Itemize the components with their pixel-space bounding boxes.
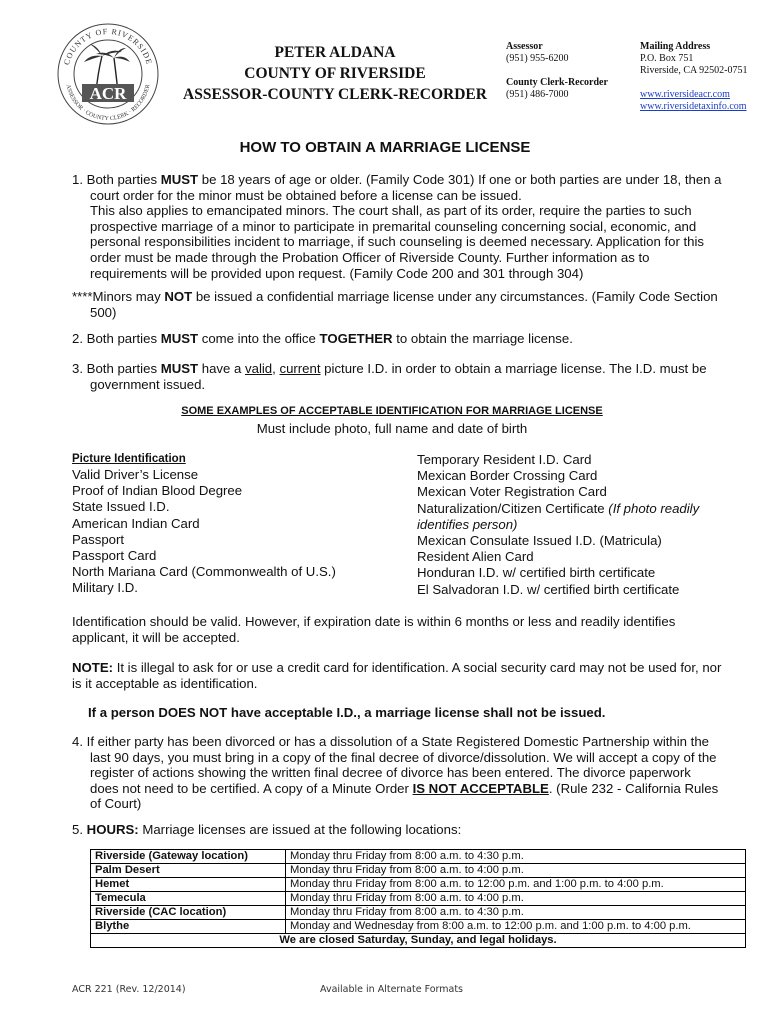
location-hours: Monday thru Friday from 8:00 a.m. to 4:00 p.m. [286,864,746,878]
item-1-emancipated: This also applies to emancipated minors. The court shall, as part of its order, require the parties to such prospective marriage of a minor to participate in premarital counseling concerning social, economic, and personal responsibilities incident to marriage, if such counseling is deemed necessary. Application for this order must be made through the Probation Officer of Riverside County. Further information as to requirements will be provided upon request. (Family Code 200 and 301 through 304) [90,203,705,281]
credit-card-note: NOTE: It is illegal to ask for or use a credit card for identification. A social security card may not be used for, nor is it acceptable as identification. [72,660,722,691]
county-name: COUNTY OF RIVERSIDE [244,65,426,82]
no-id-warning: If a person DOES NOT have acceptable I.D., a marriage license shall not be issued. [88,705,606,720]
page-title: HOW TO OBTAIN A MARRIAGE LICENSE [239,139,531,156]
table-row [91,934,746,948]
location-name: Hemet [91,878,286,892]
list-item: El Salvadoran I.D. w/ certified birth certificate [417,581,680,597]
location-name: Blythe [91,920,286,934]
mailing-city: Riverside, CA 92502-0751 [640,65,748,76]
website-link-acr[interactable]: www.riversideacr.com [640,89,730,100]
table-row [91,892,746,906]
assessor-name: PETER ALDANA [274,44,396,61]
assessor-label: Assessor [506,41,543,52]
list-item: Honduran I.D. w/ certified birth certificate [417,565,656,581]
closed-notice: We are closed Saturday, Sunday, and legal holidays. [91,934,746,948]
list-item: Proof of Indian Blood Degree [72,483,243,499]
item-2: 2. Both parties MUST come into the office TOGETHER to obtain the marriage license. [72,331,573,346]
table-row [91,864,746,878]
id-examples-heading: SOME EXAMPLES OF ACCEPTABLE IDENTIFICATION FOR MARRIAGE LICENSE [181,405,603,417]
location-name: Riverside (Gateway location) [91,850,286,864]
table-row [91,850,746,864]
location-hours: Monday thru Friday from 8:00 a.m. to 4:30 p.m. [286,850,746,864]
list-item: Temporary Resident I.D. Card [417,452,592,467]
assessor-phone: (951) 955-6200 [506,53,569,64]
location-hours: Monday thru Friday from 8:00 a.m. to 4:30 p.m. [286,906,746,920]
county-seal-logo [56,22,160,126]
hours-table [90,849,746,948]
list-item: Valid Driver’s License [72,467,199,482]
location-hours: Monday thru Friday from 8:00 a.m. to 12:00 p.m. and 1:00 p.m. to 4:00 p.m. [286,878,746,892]
list-item: Passport Card [72,548,157,564]
table-row [91,878,746,892]
location-hours: Monday thru Friday from 8:00 a.m. to 4:00 p.m. [286,892,746,906]
location-name: Palm Desert [91,864,286,878]
clerk-label: County Clerk-Recorder [506,77,608,88]
list-item: North Mariana Card (Commonwealth of U.S.) [72,564,336,580]
id-list-left [72,452,402,597]
list-item: Military I.D. [72,580,138,596]
seal-acr-text: ACR [89,84,127,103]
location-name: Temecula [91,892,286,906]
header-title [175,42,495,105]
location-name: Riverside (CAC location) [91,906,286,920]
list-item: State Issued I.D. [72,499,170,515]
list-item: Mexican Border Crossing Card [417,468,598,484]
office-name: ASSESSOR-COUNTY CLERK-RECORDER [183,86,487,103]
list-item: Passport [72,531,125,547]
minors-note: ****Minors may NOT be issued a confidential marriage license under any circumstances. (Family Code Section 500) [72,289,718,320]
list-item: Mexican Voter Registration Card [417,484,607,500]
list-item: American Indian Card [72,515,200,531]
mailing-box: P.O. Box 751 [640,53,694,64]
list-item: Mexican Consulate Issued I.D. (Matricula) [417,533,662,549]
mailing-address [640,41,748,113]
item-1: 1. Both parties MUST be 18 years of age or older. (Family Code 301) If one or both parties are under 18, then a court order for the minor must be obtained before a license can be issued. This also applies to emancipated minors. The court shall, as part of its order, require the parties to such prospective marriage of a minor to participate in premarital counseling concerning social, economic, and personal responsibilities incident to marriage, if such counseling is deemed necessary. Application for this order must be made through the Probation Officer of Riverside County. Further information as to requirements will be provided upon request. (Family Code 200 and 301 through 304) [72,172,722,281]
item-3: 3. Both parties MUST have a valid, current picture I.D. in order to obtain a marriage license. The I.D. must be government issued. [72,361,707,392]
photo-note: (If photo readily identifies person) [417,500,700,532]
alternate-formats-note: Available in Alternate Formats [320,984,464,995]
website-link-taxinfo[interactable]: www.riversidetaxinfo.com [640,101,747,112]
list-item: Resident Alien Card [417,549,534,565]
form-number: ACR 221 (Rev. 12/2014) [72,984,186,995]
mailing-label: Mailing Address [640,41,711,52]
id-list-right [417,452,727,598]
id-examples-subheading: Must include photo, full name and date of birth [256,421,528,436]
validity-note: Identification should be valid. However, if expiration date is within 6 months or less and readily identifies applicant, it will be accepted. [72,614,676,645]
table-row [91,920,746,934]
picture-id-heading: Picture Identification [72,453,186,465]
svg-text:COUNTY OF RIVERSIDE: COUNTY OF RIVERSIDE [62,26,154,66]
table-row [91,906,746,920]
list-item: Naturalization/Citizen Certificate (If photo readily identifies person) [417,500,700,532]
item-4: 4. If either party has been divorced or has a dissolution of a State Registered Domestic Partnership within the last 90 days, you must bring in a copy of the final decree of divorce/dissolution. We will accept a copy of the register of actions showing the written final decree of divorce has been entered. The divorce paperwork does not need to be certified. A copy of a Minute Order IS NOT ACCEPTABLE. (Rule 232 - California Rules of Court) [72,734,719,812]
location-hours: Monday and Wednesday from 8:00 a.m. to 12:00 p.m. and 1:00 p.m. to 4:00 p.m. [286,920,746,934]
svg-text:ASSESSOR · COUNTY CLERK · RECO: ASSESSOR · COUNTY CLERK · RECORDER [64,84,152,123]
clerk-phone: (951) 486-7000 [506,89,569,100]
phone-contacts [506,41,608,101]
item-5: 5. HOURS: Marriage licenses are issued at the following locations: [72,822,462,837]
